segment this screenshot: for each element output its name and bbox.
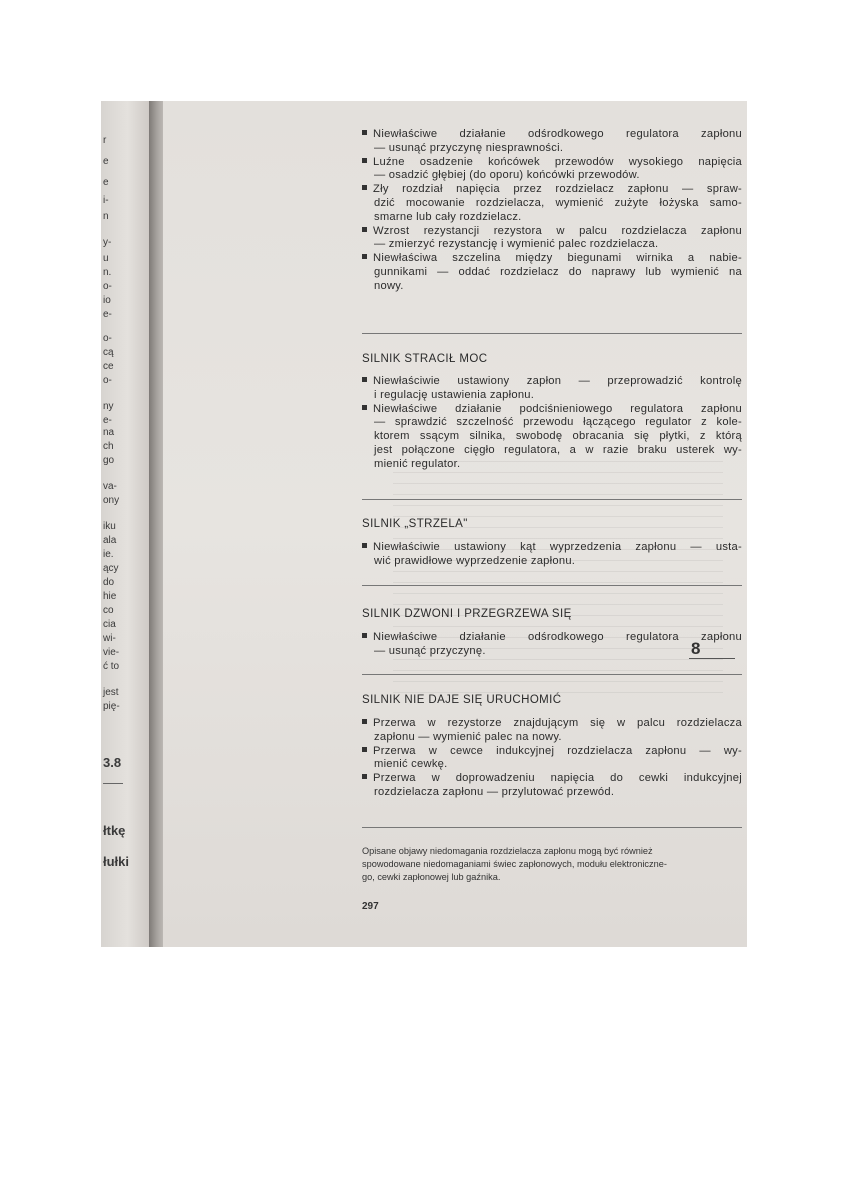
line-text: i regulację ustawienia zapłonu. [374,388,535,401]
left-page-edge [101,101,149,947]
list-item-continuation [362,169,742,183]
section-heading-no-start: SILNIK NIE DAJE SIĘ URUCHOMIĆ [362,694,562,706]
list-item-continuation [362,758,742,772]
bullet-icon [362,185,367,190]
list-item [362,717,742,731]
left-page-text-fragment: co [103,605,114,616]
chapter-tab-rule [689,658,735,659]
list-item [362,252,742,266]
left-page-text-fragment: e- [103,309,112,320]
bullet-icon [362,719,367,724]
line-text: Niewłaściwe działanie podciśnieniowego regulatora zapłonu [373,402,742,415]
left-page-text-fragment: ony [103,495,120,506]
line-text: jest połączone cięgło regulatora, a w razie braku usterek wy- [374,443,742,456]
left-page-text-fragment: vie- [103,647,120,658]
list-item-continuation [362,731,742,745]
list-item-continuation [362,389,742,403]
bullet-icon [362,543,367,548]
line-text: — osadzić głębiej (do oporu) końcówki przewodów. [374,169,640,182]
list-item [362,183,742,197]
bullet-icon [362,377,367,382]
footnote-line: spowodowane niedomaganiami świec zapłonowych, modułu elektroniczne- [362,859,667,869]
power-loss-list [362,375,742,472]
section-rule [362,333,742,334]
chapter-tab: 8 [691,639,701,658]
line-text: dzić mocowanie rozdzielacza, wymienić zużyte łożyska samo- [374,196,742,209]
list-item-continuation [362,444,742,458]
line-text: wić prawidłowe wyprzedzenie zapłonu. [374,554,576,567]
left-page-text-fragment: o- [103,281,112,292]
line-text: — sprawdzić szczelność przewodu łączącego regulator z kole- [374,416,742,429]
bleed-through-text [393,461,723,701]
line-text: — usunąć przyczynę niesprawności. [374,141,564,154]
left-page-text-fragment: n [103,211,109,222]
list-item [362,225,742,239]
bullet-icon [362,633,367,638]
left-page-text-fragment: iku [103,521,116,532]
bullet-icon [362,227,367,232]
left-page-text-fragment: do [103,577,115,588]
line-text: Przerwa w cewce indukcyjnej rozdzielacza zapłonu — wy- [373,744,742,757]
list-item [362,631,742,645]
left-page-text-fragment: o- [103,333,112,344]
right-page [163,101,747,947]
line-text: smarne lub cały rozdzielacz. [374,210,522,223]
line-text: rozdzielacza zapłonu — przylutować przewód. [374,785,615,798]
bullet-icon [362,747,367,752]
footnote-line: go, cewki zapłonowej lub gaźnika. [362,872,501,882]
footnote-line: Opisane objawy niedomagania rozdzielacza zapłonu mogą być również [362,846,653,856]
section-rule [362,585,742,586]
left-page-text-fragment: io [103,295,111,306]
section-heading-knocking: SILNIK DZWONI I PRZEGRZEWA SIĘ [362,608,572,620]
left-page-text-fragment: r [103,135,107,146]
left-page-text-fragment: n. [103,267,112,278]
section-heading-power-loss: SILNIK STRACIŁ MOC [362,353,488,365]
left-page-text-fragment: va- [103,481,117,492]
bullet-icon [362,774,367,779]
section-rule [362,827,742,828]
list-item-continuation [362,416,742,430]
list-item-continuation [362,197,742,211]
left-page-text-fragment: wi- [103,633,116,644]
left-page-text-fragment: e- [103,415,112,426]
line-text: Zły rozdział napięcia przez rozdzielacz zapłonu — spraw- [373,183,742,196]
list-item-continuation [362,430,742,444]
line-text: ktorem ssącym silnika, swobodę obracania się płytki, z którą [374,430,742,443]
line-text: mienić regulator. [374,457,461,470]
left-page-text-fragment: y- [103,237,112,248]
bullet-icon [362,405,367,410]
list-item-continuation [362,645,742,659]
bullet-icon [362,158,367,163]
line-text: gunnikami — oddać rozdzielacz do naprawy lub wymienić na [374,265,742,278]
left-page-text-fragment: ch [103,441,114,452]
line-text: zapłonu — wymienić palec na nowy. [374,730,562,743]
list-item-continuation [362,142,742,156]
list-item-continuation [362,458,742,472]
line-text: Wzrost rezystancji rezystora w palcu rozdzielacza zapłonu [373,224,742,237]
bullet-icon [362,254,367,259]
left-page-text-fragment: go [103,455,115,466]
left-page-text-fragment: e [103,156,109,167]
left-page-rule [103,783,123,784]
left-page-text-fragment: ny [103,401,114,412]
list-item-continuation [362,266,742,280]
page-number: 297 [362,901,379,912]
left-page-text-fragment: 3.8 [103,755,122,770]
left-page-text-fragment: e [103,177,109,188]
left-page-text-fragment: jest [103,687,119,698]
no-start-list [362,717,742,800]
list-item [362,128,742,142]
footnote [362,845,742,884]
left-page-text-fragment: ć to [103,661,120,672]
list-item-continuation [362,280,742,294]
line-text: Przerwa w doprowadzeniu napięcia do cewki indukcyjnej [373,772,742,785]
left-page-text-fragment: ce [103,361,114,372]
left-page-text-fragment: ie. [103,549,114,560]
line-text: — zmierzyć rezystancję i wymienić palec rozdzielacza. [374,238,659,251]
line-text: Niewłaściwie ustawiony zapłon — przeprowadzić kontrolę [373,375,742,387]
list-item [362,156,742,170]
left-page-text-fragment: łułki [103,854,130,869]
line-text: mienić cewkę. [374,758,448,771]
line-text: Niewłaściwe działanie odśrodkowego regulatora zapłonu [373,128,742,140]
left-page-text-fragment: na [103,427,115,438]
line-text: Niewłaściwie ustawiony kąt wyprzedzenia zapłonu — usta- [373,541,742,553]
fault-list-continued [362,128,742,294]
list-item-continuation [362,211,742,225]
section-rule [362,499,742,500]
left-page-text-fragment: ący [103,563,119,574]
left-page-text-fragment: łtkę [103,823,126,838]
scanned-book-spread [101,101,747,947]
left-page-text-fragment: ala [103,535,117,546]
list-item [362,375,742,389]
left-page-text-fragment: pię- [103,701,120,712]
left-page-text-fragment: cą [103,347,114,358]
knocking-list [362,631,742,659]
left-page-text-fragment: o- [103,375,112,386]
section-heading-backfire: SILNIK „STRZELA" [362,518,468,530]
line-text: Przerwa w rezystorze znajdującym się w palcu rozdzielacza [373,717,742,729]
list-item [362,772,742,786]
list-item [362,541,742,555]
line-text: Luźne osadzenie końcówek przewodów wysokiego napięcia [373,155,742,168]
left-page-text-fragment: i- [103,195,109,206]
list-item [362,745,742,759]
left-page-text-fragment: cia [103,619,116,630]
bullet-icon [362,130,367,135]
line-text: Niewłaściwa szczelina między biegunami wirnika a nabie- [373,252,742,265]
left-page-text-fragment: hie [103,591,117,602]
line-text: — usunąć przyczynę. [374,644,486,657]
list-item [362,403,742,417]
left-page-text-fragment: u [103,253,109,264]
list-item-continuation [362,555,742,569]
section-rule [362,674,742,675]
line-text: Niewłaściwe działanie odśrodkowego regulatora zapłonu [373,631,742,643]
line-text: nowy. [374,279,404,292]
list-item-continuation [362,786,742,800]
list-item-continuation [362,238,742,252]
backfire-list [362,541,742,569]
